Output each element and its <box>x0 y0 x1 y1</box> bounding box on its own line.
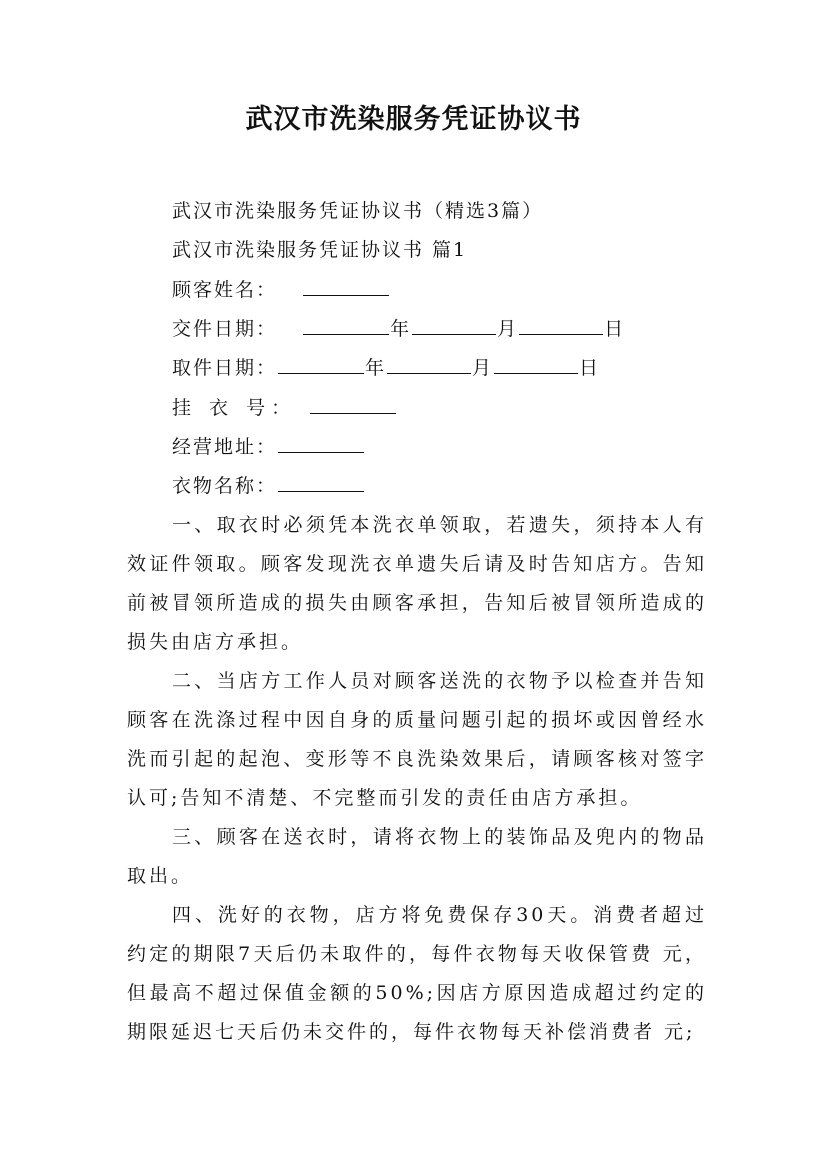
delivery-year-blank <box>303 316 389 335</box>
pickup-day-blank <box>494 355 578 374</box>
clause-1: 一、取衣时必须凭本洗衣单领取，若遗失，须持本人有效证件领取。顾客发现洗衣单遗失后请及时告知店方。告知前被冒领所造成的损失由顾客承担，告知后被冒领所造成的损失由店方承担。 <box>127 514 707 653</box>
business-address-blank <box>278 434 364 453</box>
document-subtitle: 武汉市洗染服务凭证协议书（精选3篇） <box>172 200 544 222</box>
tag-number-row <box>172 394 397 422</box>
pickup-month-label: 月 <box>472 357 494 379</box>
pickup-date-label: 取件日期： <box>172 357 278 379</box>
clause-4: 四、洗好的衣物，店方将免费保存30天。消费者超过约定的期限7天后仍未取件的，每件衣物每天收保管费 元，但最高不超过保值金额的50%;因店方原因造成超过约定的期限延迟七天后仍未交件的，每件衣物每天补偿消费者 元; <box>127 904 707 1043</box>
delivery-year-label: 年 <box>390 318 412 340</box>
pickup-year-label: 年 <box>365 357 387 379</box>
delivery-date-row <box>172 315 625 343</box>
customer-name-blank <box>303 277 389 296</box>
delivery-day-label: 日 <box>604 318 626 340</box>
clothing-name-label: 衣物名称： <box>172 475 278 497</box>
clause-3: 三、顾客在送衣时，请将衣物上的装饰品及兜内的物品取出。 <box>127 826 707 887</box>
pickup-month-blank <box>387 355 471 374</box>
document-title: 武汉市洗染服务凭证协议书 <box>245 104 582 135</box>
delivery-month-label: 月 <box>497 318 519 340</box>
pickup-date-row <box>172 354 600 382</box>
delivery-month-blank <box>412 316 496 335</box>
delivery-day-blank <box>519 316 603 335</box>
customer-name-label: 顾客姓名： <box>172 279 278 301</box>
clause-2: 二、当店方工作人员对顾客送洗的衣物予以检查并告知顾客在洗涤过程中因自身的质量问题引起的损坏或因曾经水洗而引起的起泡、变形等不良洗染效果后，请顾客核对签字认可;告知不清楚、不完整而引发的责任由店方承担。 <box>127 670 707 809</box>
pickup-year-blank <box>278 355 364 374</box>
tag-number-blank <box>310 395 396 414</box>
clothing-name-row <box>172 472 365 500</box>
delivery-date-label: 交件日期： <box>172 318 278 340</box>
clothing-name-blank <box>278 473 364 492</box>
tag-number-label: 挂 衣 号： <box>172 397 297 419</box>
section-heading: 武汉市洗染服务凭证协议书 篇1 <box>172 239 468 261</box>
business-address-label: 经营地址： <box>172 436 278 458</box>
business-address-row <box>172 433 365 461</box>
customer-name-row <box>172 276 390 304</box>
pickup-day-label: 日 <box>579 357 601 379</box>
